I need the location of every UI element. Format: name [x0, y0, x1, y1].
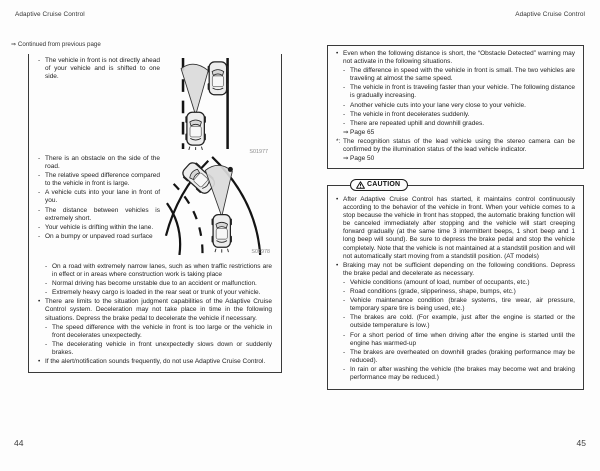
- item-text: For a short period of time when driving after the engine is started until the engine has warmed-up: [350, 331, 575, 347]
- own-vehicle-icon: [185, 112, 206, 145]
- item-marker: -: [343, 314, 346, 322]
- item-text: Vehicle conditions (amount of load, number of occupants, etc.): [350, 278, 530, 286]
- figure-label: S01978: [251, 249, 270, 255]
- item-marker: -: [45, 263, 48, 270]
- item-text: There are limits to the situation judgment capabilities of the Adaptive Cruise Control system. Deceleration may not take place in time in the following situations. Depress the brake pedal to decelerate the vehicle if necessary.: [45, 298, 272, 322]
- list-item: [38, 280, 272, 288]
- list-item: [38, 263, 272, 279]
- note-box-left: [28, 54, 282, 373]
- item-text: Page 65: [350, 128, 375, 136]
- running-header-left: Adaptive Cruise Control: [15, 11, 85, 18]
- item-marker: -: [343, 84, 346, 92]
- item-text: Road conditions (grade, slipperiness, shape, bumps, etc.): [350, 288, 516, 296]
- item-marker: -: [38, 206, 41, 214]
- list-item: [38, 207, 160, 223]
- running-header-right: Adaptive Cruise Control: [515, 11, 585, 18]
- item-marker: -: [343, 348, 346, 356]
- item-text: Your vehicle is drifting within the lane.: [45, 223, 154, 231]
- list-item: [336, 297, 575, 313]
- lead-vehicle-icon: [208, 62, 229, 95]
- item-text: Even when the following distance is short, the “Obstacle Detected” warning may not activate in the following situations.: [343, 50, 575, 66]
- figure-curved-road: [162, 155, 270, 263]
- list-item: [336, 196, 575, 261]
- item-marker: -: [343, 365, 346, 373]
- item-marker: -: [343, 119, 346, 127]
- item-text: The speed difference with the vehicle in front is too large or the vehicle in front decelerates unexpectedly.: [52, 323, 272, 339]
- note-box-right: [327, 45, 584, 169]
- item-marker: -: [38, 232, 41, 240]
- list-item: [38, 298, 272, 322]
- judgment-limits-list: [38, 263, 272, 366]
- item-marker: -: [343, 278, 346, 286]
- item-marker: ⇒: [343, 155, 349, 163]
- list-item: [336, 349, 575, 365]
- item-marker: •: [38, 298, 41, 306]
- item-marker: -: [38, 155, 41, 162]
- list-item: [38, 57, 160, 81]
- item-text: On a bumpy or unpaved road surface: [45, 232, 153, 240]
- caution-box: [327, 181, 584, 390]
- item-text: The vehicle in front is not directly ahead of your vehicle and is shifted to one side.: [45, 57, 160, 81]
- list-item: [336, 138, 575, 154]
- item-marker: *:: [336, 137, 341, 145]
- item-marker: -: [343, 67, 346, 75]
- curved-road-radar-diagram: [162, 155, 268, 255]
- list-item: [38, 172, 160, 188]
- item-marker: ⇒: [343, 128, 349, 136]
- caution-items-list: [336, 196, 575, 382]
- item-text: The distance between vehicles is extremely short.: [45, 206, 160, 222]
- list-item: [336, 84, 575, 100]
- list-item: [38, 155, 160, 171]
- item-text: There is an obstacle on the side of the road.: [45, 155, 160, 171]
- item-text: Page 50: [350, 155, 375, 163]
- item-text: Braking may not be sufficient depending on the following conditions. Depress the brake pedal and decelerate as necessary.: [343, 261, 575, 277]
- item-text: The difference in speed with the vehicle in front is small. The two vehicles are traveling at almost the same speed.: [350, 67, 575, 83]
- list-item: [336, 111, 575, 119]
- own-vehicle-icon: [212, 215, 232, 248]
- item-marker: •: [336, 196, 339, 203]
- row-detection-limits: [38, 155, 272, 263]
- item-marker: -: [343, 101, 346, 109]
- item-marker: -: [343, 331, 346, 339]
- shifted-vehicle-list: [38, 57, 160, 155]
- motion-lines: [215, 249, 228, 253]
- list-item: [38, 358, 272, 366]
- caution-label-text: CAUTION: [367, 181, 401, 188]
- warning-triangle-icon: [356, 181, 365, 189]
- list-item: [336, 102, 575, 110]
- item-text: Another vehicle cuts into your lane very close to your vehicle.: [350, 101, 526, 109]
- list-item: [38, 189, 160, 205]
- item-marker: -: [38, 223, 41, 231]
- caution-label-capsule: [350, 179, 408, 191]
- item-text: Normal driving has become unstable due to an accident or malfunction.: [52, 280, 257, 288]
- list-item: [336, 129, 575, 137]
- item-text: A vehicle cuts into your lane in front of you.: [45, 189, 160, 205]
- list-item: [38, 224, 160, 232]
- item-text: Extremely heavy cargo is loaded in the rear seat or trunk of your vehicle.: [52, 289, 261, 297]
- item-marker: -: [343, 288, 346, 296]
- page-number-right: 45: [576, 438, 586, 448]
- item-text: The brakes are cold. (For example, just after the engine is started or the outside temperature is low.): [350, 314, 575, 330]
- item-marker: -: [343, 110, 346, 118]
- item-marker: -: [38, 172, 41, 180]
- item-marker: •: [38, 358, 41, 366]
- item-marker: -: [38, 189, 41, 197]
- item-text: If the alert/notification sounds frequently, do not use Adaptive Cruise Control.: [45, 358, 266, 366]
- list-item: [38, 341, 272, 357]
- motion-lines: [189, 147, 203, 150]
- list-item: [38, 233, 160, 241]
- item-marker: •: [336, 50, 339, 57]
- item-text: In rain or after washing the vehicle (the brakes may become wet and braking performance may be reduced.): [350, 365, 575, 381]
- radar-cone: [181, 64, 208, 115]
- continued-note: ⇒ Continued from previous page: [11, 41, 101, 48]
- straight-road-radar-diagram: [162, 57, 268, 150]
- list-item: [336, 50, 575, 66]
- item-marker: -: [45, 340, 48, 348]
- item-text: The vehicle in front decelerates suddenly.: [350, 110, 470, 118]
- list-item: [336, 155, 575, 163]
- list-item: [336, 332, 575, 348]
- item-marker: •: [336, 261, 339, 269]
- item-text: The decelerating vehicle in front unexpectedly slows down or suddenly brakes.: [52, 340, 272, 356]
- item-marker: -: [45, 280, 48, 288]
- list-item: [38, 324, 272, 340]
- list-item: [336, 67, 575, 83]
- list-item: [336, 262, 575, 278]
- page-number-left: 44: [14, 438, 24, 448]
- list-item: [38, 289, 272, 297]
- figure-straight-road: [162, 57, 270, 155]
- detected-object-dot: [228, 167, 233, 172]
- lane-line-dashed: [174, 184, 203, 253]
- item-text: After Adaptive Cruise Control has started, it maintains control continuously according to the behavior of the vehicle in front. When your vehicle comes to a stop because the vehicle in front has stopped, the automatic braking function will be canceled immediately after stopping and the vehicle will start creeping forward gradually (at the same time 3 intermittent beeps, 1 short beep and 1 long beep will sound). Be sure to depress the brake pedal and stop the vehicle completely. Note that the vehicle is not maintained at a standstill position and will not automatically start moving from a standstill position. (AT models): [343, 196, 575, 260]
- row-shifted-vehicle: [38, 57, 272, 155]
- list-item: [336, 366, 575, 382]
- item-text: The vehicle in front is traveling faster than your vehicle. The following distance is gradually increasing.: [350, 84, 575, 100]
- item-text: There are repeated uphill and downhill grades.: [350, 119, 485, 127]
- item-text: The brakes are overheated on downhill grades (braking performance may be reduced).: [350, 348, 575, 364]
- item-text: The recognition status of the lead vehicle using the stereo camera can be confirmed by the illumination status of the lead vehicle indicator.: [343, 137, 575, 154]
- list-item: [336, 120, 575, 128]
- item-marker: -: [343, 297, 346, 305]
- detection-limits-list: [38, 155, 160, 263]
- item-text: On a road with extremely narrow lanes, such as when traffic restrictions are in effect or in areas where construction work is taking place: [52, 263, 272, 279]
- list-item: [336, 279, 575, 287]
- item-text: The relative speed difference compared to the vehicle in front is large.: [45, 172, 160, 188]
- figure-label: S01977: [249, 149, 268, 155]
- item-marker: -: [45, 323, 48, 331]
- list-item: [336, 288, 575, 296]
- list-item: [336, 314, 575, 330]
- item-marker: -: [38, 57, 41, 64]
- item-marker: -: [45, 289, 48, 297]
- item-text: Vehicle maintenance condition (brake systems, tire wear, air pressure, temporary spare tire is being used, etc.): [350, 297, 575, 313]
